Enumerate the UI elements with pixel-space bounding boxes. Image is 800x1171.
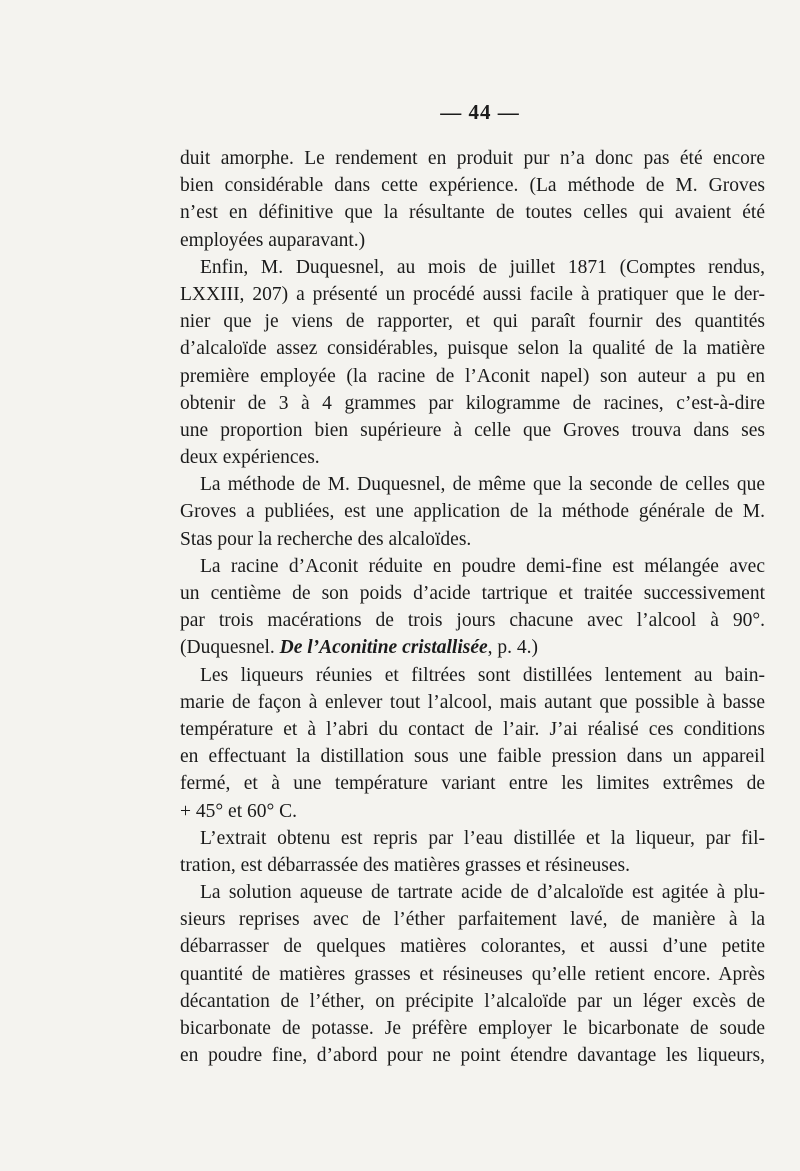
text-line: + 45° et 60° C. <box>180 800 298 822</box>
text-line: température et à l’abri du contact de l’air. J’ai réalisé ces conditions <box>180 718 765 740</box>
citation-title: De l’Aconitine cristallisée <box>279 637 488 659</box>
text-line: débarrasser de quelques matières colorantes, et aussi d’une petite <box>180 936 765 958</box>
text-line: Groves a publiées, est une application de la méthode générale de M. <box>180 501 765 523</box>
text-line: L’extrait obtenu est repris par l’eau distillée et la liqueur, par fil- <box>200 827 765 849</box>
text-line: La méthode de M. Duquesnel, de même que la seconde de celles que <box>200 474 765 496</box>
text-line: en poudre fine, d’abord pour ne point étendre davantage les liqueurs, <box>180 1045 765 1067</box>
text-line: un centième de son poids d’acide tartrique et traitée successivement <box>180 583 765 604</box>
text-line: par trois macérations de trois jours chacune avec l’alcool à 90°. <box>180 610 765 632</box>
text-line: nier que je viens de rapporter, et qui paraît fournir des quantités <box>180 311 765 333</box>
text-line: première employée (la racine de l’Aconit napel) son auteur a pu en <box>180 365 765 387</box>
text-line: bicarbonate de potasse. Je préfère employer le bicarbonate de soude <box>180 1018 765 1039</box>
text-line: tration, est débarrassée des matières grasses et résineuses. <box>180 854 630 876</box>
text-line: Stas pour la recherche des alcaloïdes. <box>180 528 472 550</box>
text-line: n’est en définitive que la résultante de toutes celles qui avaient été <box>180 202 765 224</box>
text-line: une proportion bien supérieure à celle que Groves trouva dans ses <box>180 419 765 441</box>
text-line: quantité de matières grasses et résineuses qu’elle retient encore. Après <box>180 963 765 985</box>
text-line: sieurs reprises avec de l’éther parfaitement lavé, de manière à la <box>180 909 765 931</box>
text-line <box>180 634 765 661</box>
text-line: obtenir de 3 à 4 grammes par kilogramme de racines, c’est-à-dire <box>180 392 765 414</box>
text-line: duit amorphe. Le rendement en produit pur n’a donc pas été encore <box>180 148 765 169</box>
text-line: d’alcaloïde assez considérables, puisque selon la qualité de la matière <box>180 338 765 360</box>
text-line: employées auparavant.) <box>180 229 366 251</box>
body-text <box>180 145 765 1069</box>
text-line: marie de façon à enlever tout l’alcool, mais autant que possible à basse <box>180 691 765 713</box>
text-line: La racine d’Aconit réduite en poudre demi-fine est mélangée avec <box>200 555 765 577</box>
text-line: La solution aqueuse de tartrate acide de d’alcaloïde est agitée à plu- <box>200 882 765 904</box>
text-line: Les liqueurs réunies et filtrées sont distillées lentement au bain- <box>200 664 765 686</box>
text-line: fermé, et à une température variant entre les limites extrêmes de <box>180 773 765 795</box>
text-line: deux expériences. <box>180 447 320 469</box>
text-span: (Duquesnel. <box>180 637 280 659</box>
text-line: décantation de l’éther, on précipite l’alcaloïde par un léger excès de <box>180 990 765 1012</box>
text-line: LXXIII, 207) a présenté un procédé aussi facile à pratiquer que le der- <box>180 283 765 305</box>
text-line: en effectuant la distillation sous une faible pression dans un appareil <box>180 746 765 768</box>
text-line: Enfin, M. Duquesnel, au mois de juillet 1871 (Comptes rendus, <box>200 256 765 278</box>
text-span: , p. 4.) <box>487 637 539 659</box>
page-number: — 44 — <box>440 100 520 124</box>
text-line: bien considérable dans cette expérience. (La méthode de M. Groves <box>180 175 765 197</box>
